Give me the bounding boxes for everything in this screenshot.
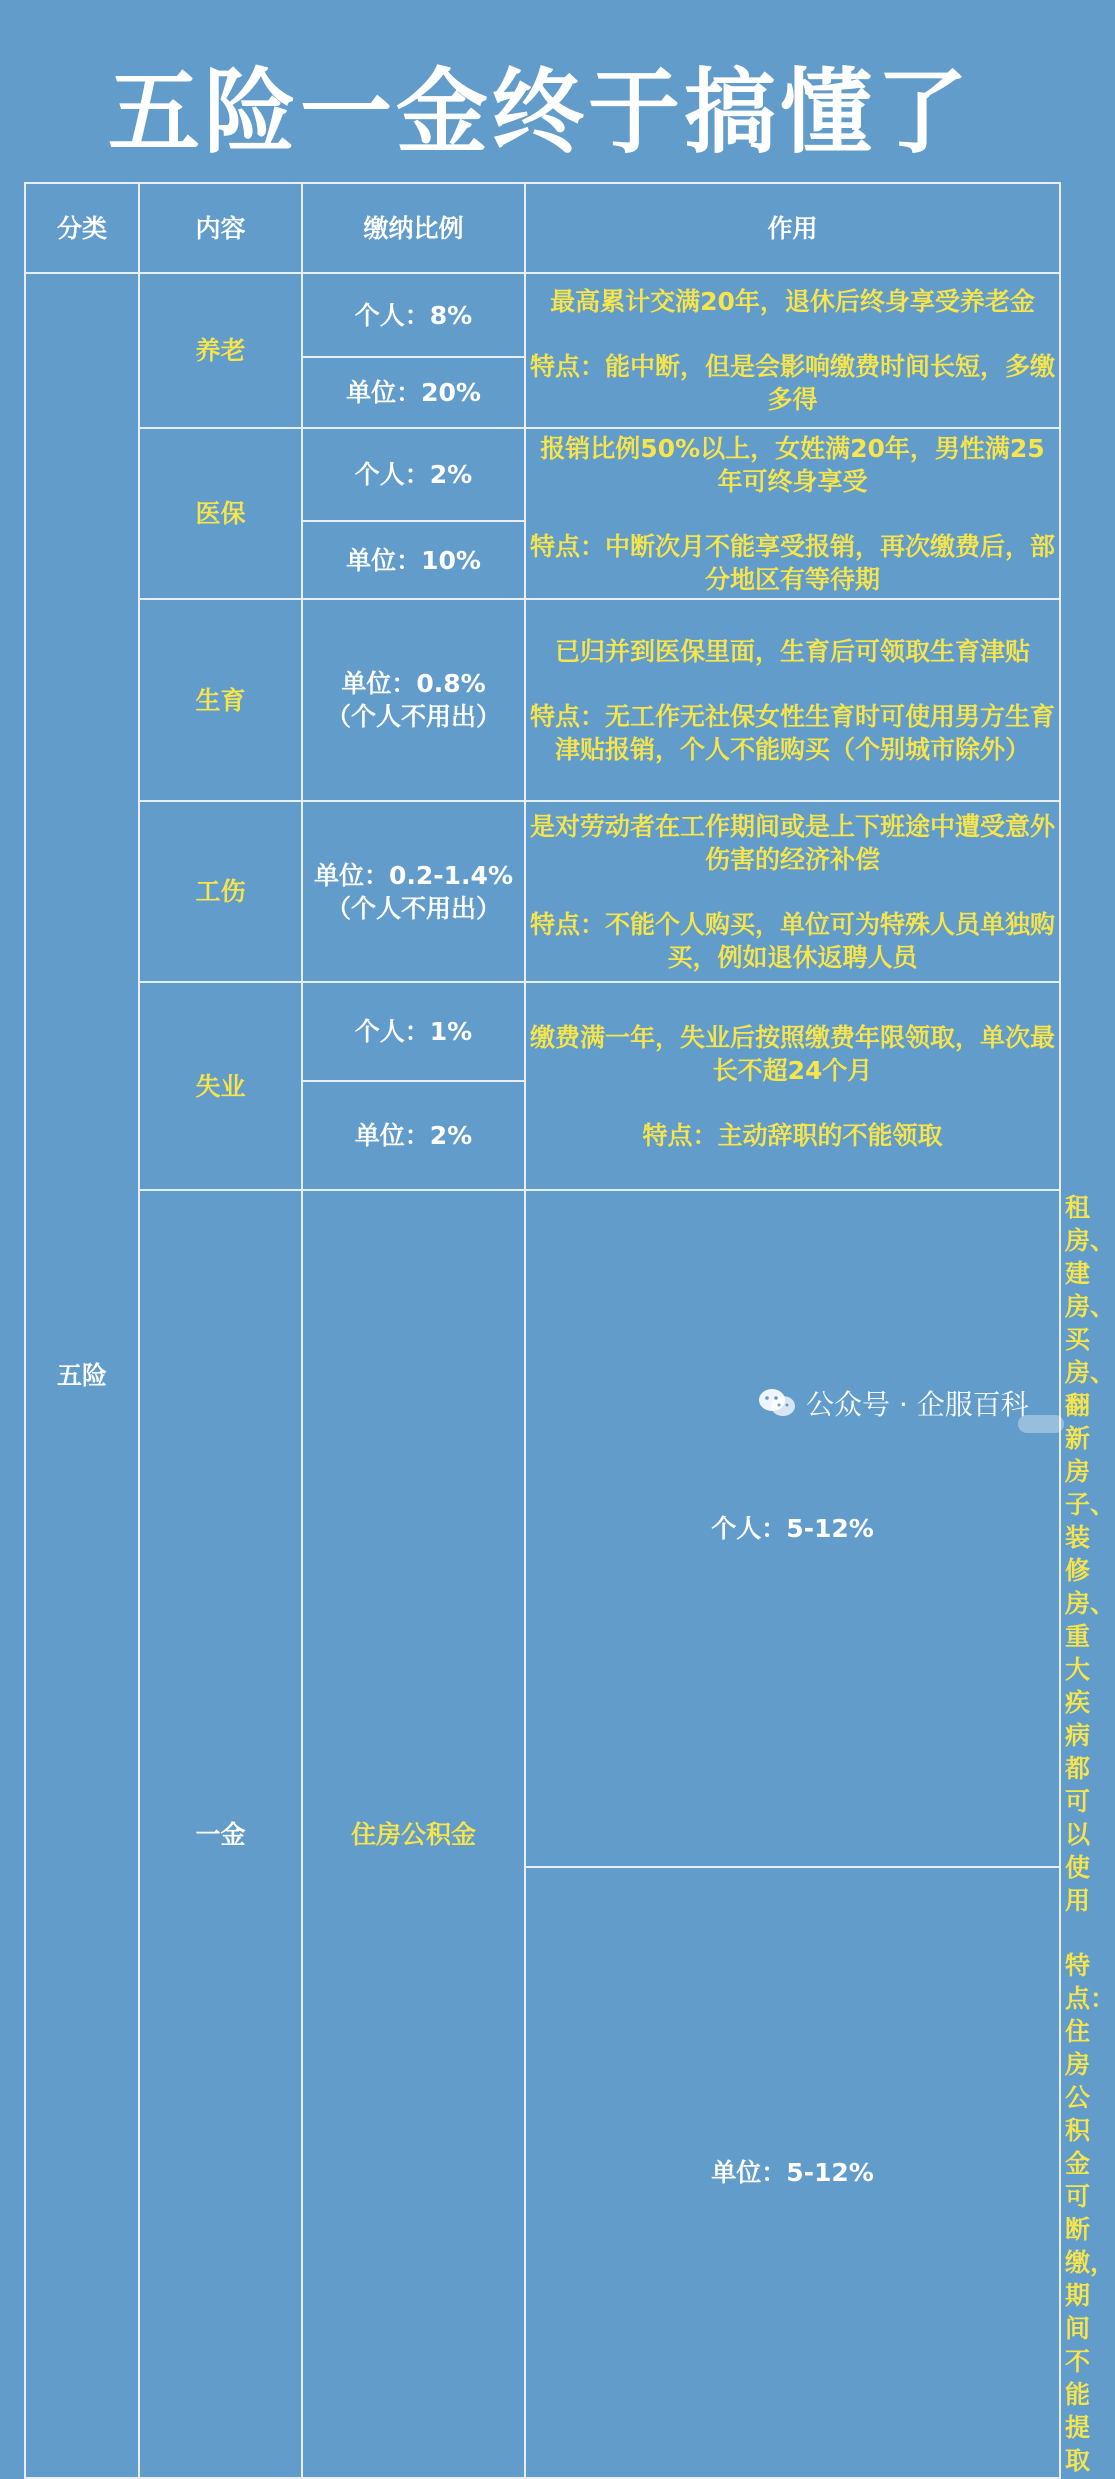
watermark-text: 公众号 · 企服百科	[806, 1388, 1029, 1421]
rate-unemployment-personal: 个人：1%	[302, 982, 525, 1081]
rate-medical-personal: 个人：2%	[302, 428, 525, 521]
wechat-icon	[758, 1388, 796, 1418]
rate-maternity	[302, 599, 525, 801]
effect-pension-main: 最高累计交满20年，退休后终身享受养老金	[550, 287, 1035, 316]
effect-pension-note: 特点：能中断，但是会影响缴费时间长短，多缴多得	[530, 352, 1056, 414]
effect-maternity-main: 已归并到医保里面，生育后可领取生育津贴	[554, 636, 1030, 666]
effect-maternity	[525, 599, 1060, 801]
effect-injury-note: 特点：不能个人购买，单位可为特殊人员单独购买，例如退休返聘人员	[530, 909, 1056, 972]
rate-housing-employer: 单位：5-12%	[525, 1867, 1060, 2478]
rate-unemployment-employer: 单位：2%	[302, 1081, 525, 1190]
header-effect: 作用	[525, 183, 1060, 273]
item-maternity: 生育	[139, 599, 302, 801]
effect-injury-main: 是对劳动者在工作期间或是上下班途中遭受意外伤害的经济补偿	[530, 811, 1056, 874]
item-pension: 养老	[139, 273, 302, 428]
header-content: 内容	[139, 183, 302, 273]
rate-injury	[302, 801, 525, 982]
rate-maternity-text: 单位：0.8% （个人不用出）	[325, 669, 501, 731]
category-five-insurances: 五险	[25, 273, 139, 2478]
effect-medical-note: 特点：中断次月不能享受报销，再次缴费后，部分地区有等待期	[530, 531, 1056, 594]
insurance-table	[24, 182, 1115, 2479]
item-injury: 工伤	[139, 801, 302, 982]
effect-unemployment-main: 缴费满一年，失业后按照缴费年限领取，单次最长不超24个月	[530, 1022, 1056, 1085]
item-housing-fund: 住房公积金	[302, 1190, 525, 2478]
effect-unemployment-note: 特点：主动辞职的不能领取	[642, 1120, 943, 1150]
rate-medical-employer: 单位：10%	[302, 521, 525, 599]
corner-badge	[1018, 1415, 1064, 1433]
table-header-row	[25, 183, 1060, 273]
effect-unemployment	[525, 982, 1060, 1190]
effect-medical	[525, 428, 1060, 599]
watermark	[758, 1383, 1029, 1423]
rate-injury-text: 单位：0.2-1.4% （个人不用出）	[314, 860, 513, 923]
effect-maternity-note: 特点：无工作无社保女性生育时可使用男方生育津贴报销，个人不能购买（个别城市除外）	[530, 701, 1056, 764]
table-row	[25, 428, 1060, 521]
rate-pension-employer: 单位：20%	[302, 357, 525, 428]
effect-injury	[525, 801, 1060, 982]
rate-housing-personal: 个人：5-12%	[525, 1190, 1060, 1867]
table-row	[25, 599, 1060, 801]
rate-pension-personal: 个人：8%	[302, 273, 525, 357]
header-category: 分类	[25, 183, 139, 273]
table-row	[25, 273, 1060, 357]
category-housing-fund: 一金	[139, 1190, 302, 2478]
header-rate: 缴纳比例	[302, 183, 525, 273]
page-title: 五险一金终于搞懂了	[107, 59, 972, 166]
effect-medical-main: 报销比例50%以上，女姓满20年，男性满25年可终身享受	[540, 433, 1045, 496]
table-row	[25, 982, 1060, 1081]
effect-pension	[525, 273, 1060, 428]
item-unemployment: 失业	[139, 982, 302, 1190]
item-medical: 医保	[139, 428, 302, 599]
table-row: 一金 住房公积金 个人：5-12% 租房、建房、买房、翻新房子、装修房、重大疾病都可以使用 特点：住房公积金可断缴，期间不能提取	[25, 1190, 1060, 1867]
table-row	[25, 801, 1060, 982]
